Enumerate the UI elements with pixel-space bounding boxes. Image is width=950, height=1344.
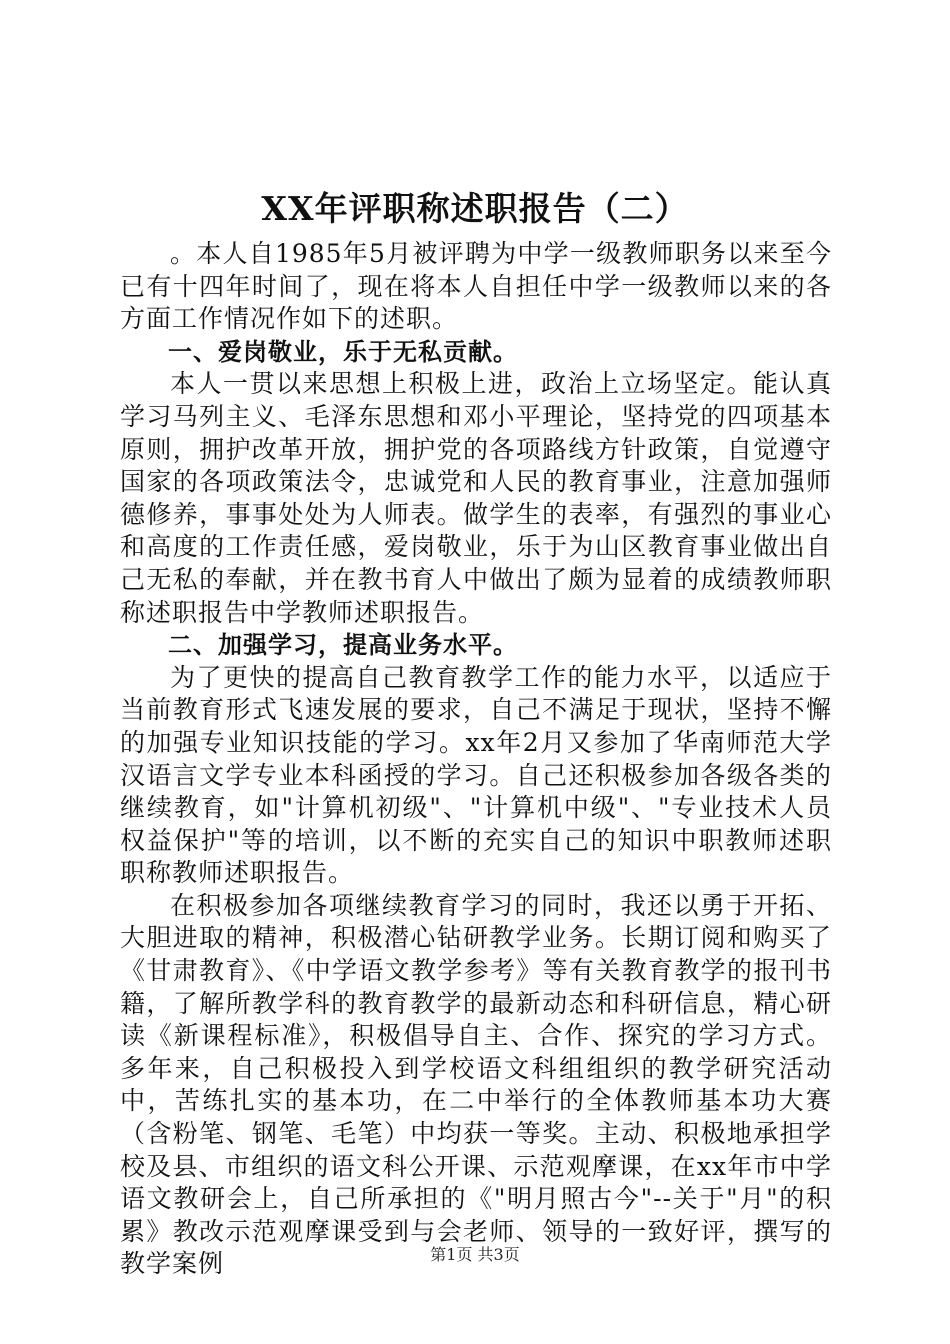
section-heading-2: 二、加强学习，提高业务水平。 xyxy=(168,631,518,660)
document-body xyxy=(120,238,832,1281)
section-1-paragraph: 本人一贯以来思想上积极上进，政治上立场坚定。能认真学习马列主义、毛泽东思想和邓小平理论，坚持党的四项基本原则，拥护改革开放，拥护党的各项路线方针政策，自觉遵守国家的各项政策法令，忠诚党和人民的教育事业，注意加强师德修养，事事处处为人师表。做学生的表率，有强烈的事业心和高度的工作责任感，爱岗敬业，乐于为山区教育事业做出自己无私的奉献，并在教书育人中做出了颇为显着的成绩教师职称述职报告中学教师述职报告。 xyxy=(120,369,832,627)
intro-paragraph: 。本人自1985年5月被评聘为中学一级教师职务以来至今已有十四年时间了，现在将本人自担任中学一级教师以来的各方面工作情况作如下的述职。 xyxy=(120,239,832,334)
section-2-paragraph-1: 为了更快的提高自己教育教学工作的能力水平，以适应于当前教育形式飞速发展的要求，自己不满足于现状，坚持不懈的加强专业知识技能的学习。xx年2月又参加了华南师范大学汉语言文学专业本科函授的学习。自己还积极参加各级各类的继续教育，如"计算机初级"、"计算机中级"、"专业技术人员权益保护"等的培训，以不断的充实自己的知识中职教师述职职称教师述职报告。 xyxy=(120,662,832,888)
section-heading-1: 一、爱岗敬业，乐于无私贡献。 xyxy=(168,337,518,366)
document-title: XX年评职称述职报告（二） xyxy=(261,189,689,228)
page-footer: 第1页 共3页 xyxy=(430,1245,520,1264)
section-2-paragraph-2: 在积极参加各项继续教育学习的同时，我还以勇于开拓、大胆进取的精神，积极潜心钻研教学业务。长期订阅和购买了《甘肃教育》、《中学语文教学参考》等有关教育教学的报刊书籍，了解所教学科的教育教学的最新动态和科研信息，精心研读《新课程标准》，积极倡导自主、合作、探究的学习方式。多年来，自己积极投入到学校语文科组组织的教学研究活动中，苦练扎实的基本功，在二中举行的全体教师基本功大赛（含粉笔、钢笔、毛笔）中均获一等奖。主动、积极地承担学校及县、市组织的语文科公开课、示范观摩课，在xx年市中学语文教研会上，自己所承担的《"明月照古今"--关于"月"的积累》教改示范观摩课受到与会老师、领导的一致好评，撰写的教学案例 xyxy=(120,890,832,1279)
